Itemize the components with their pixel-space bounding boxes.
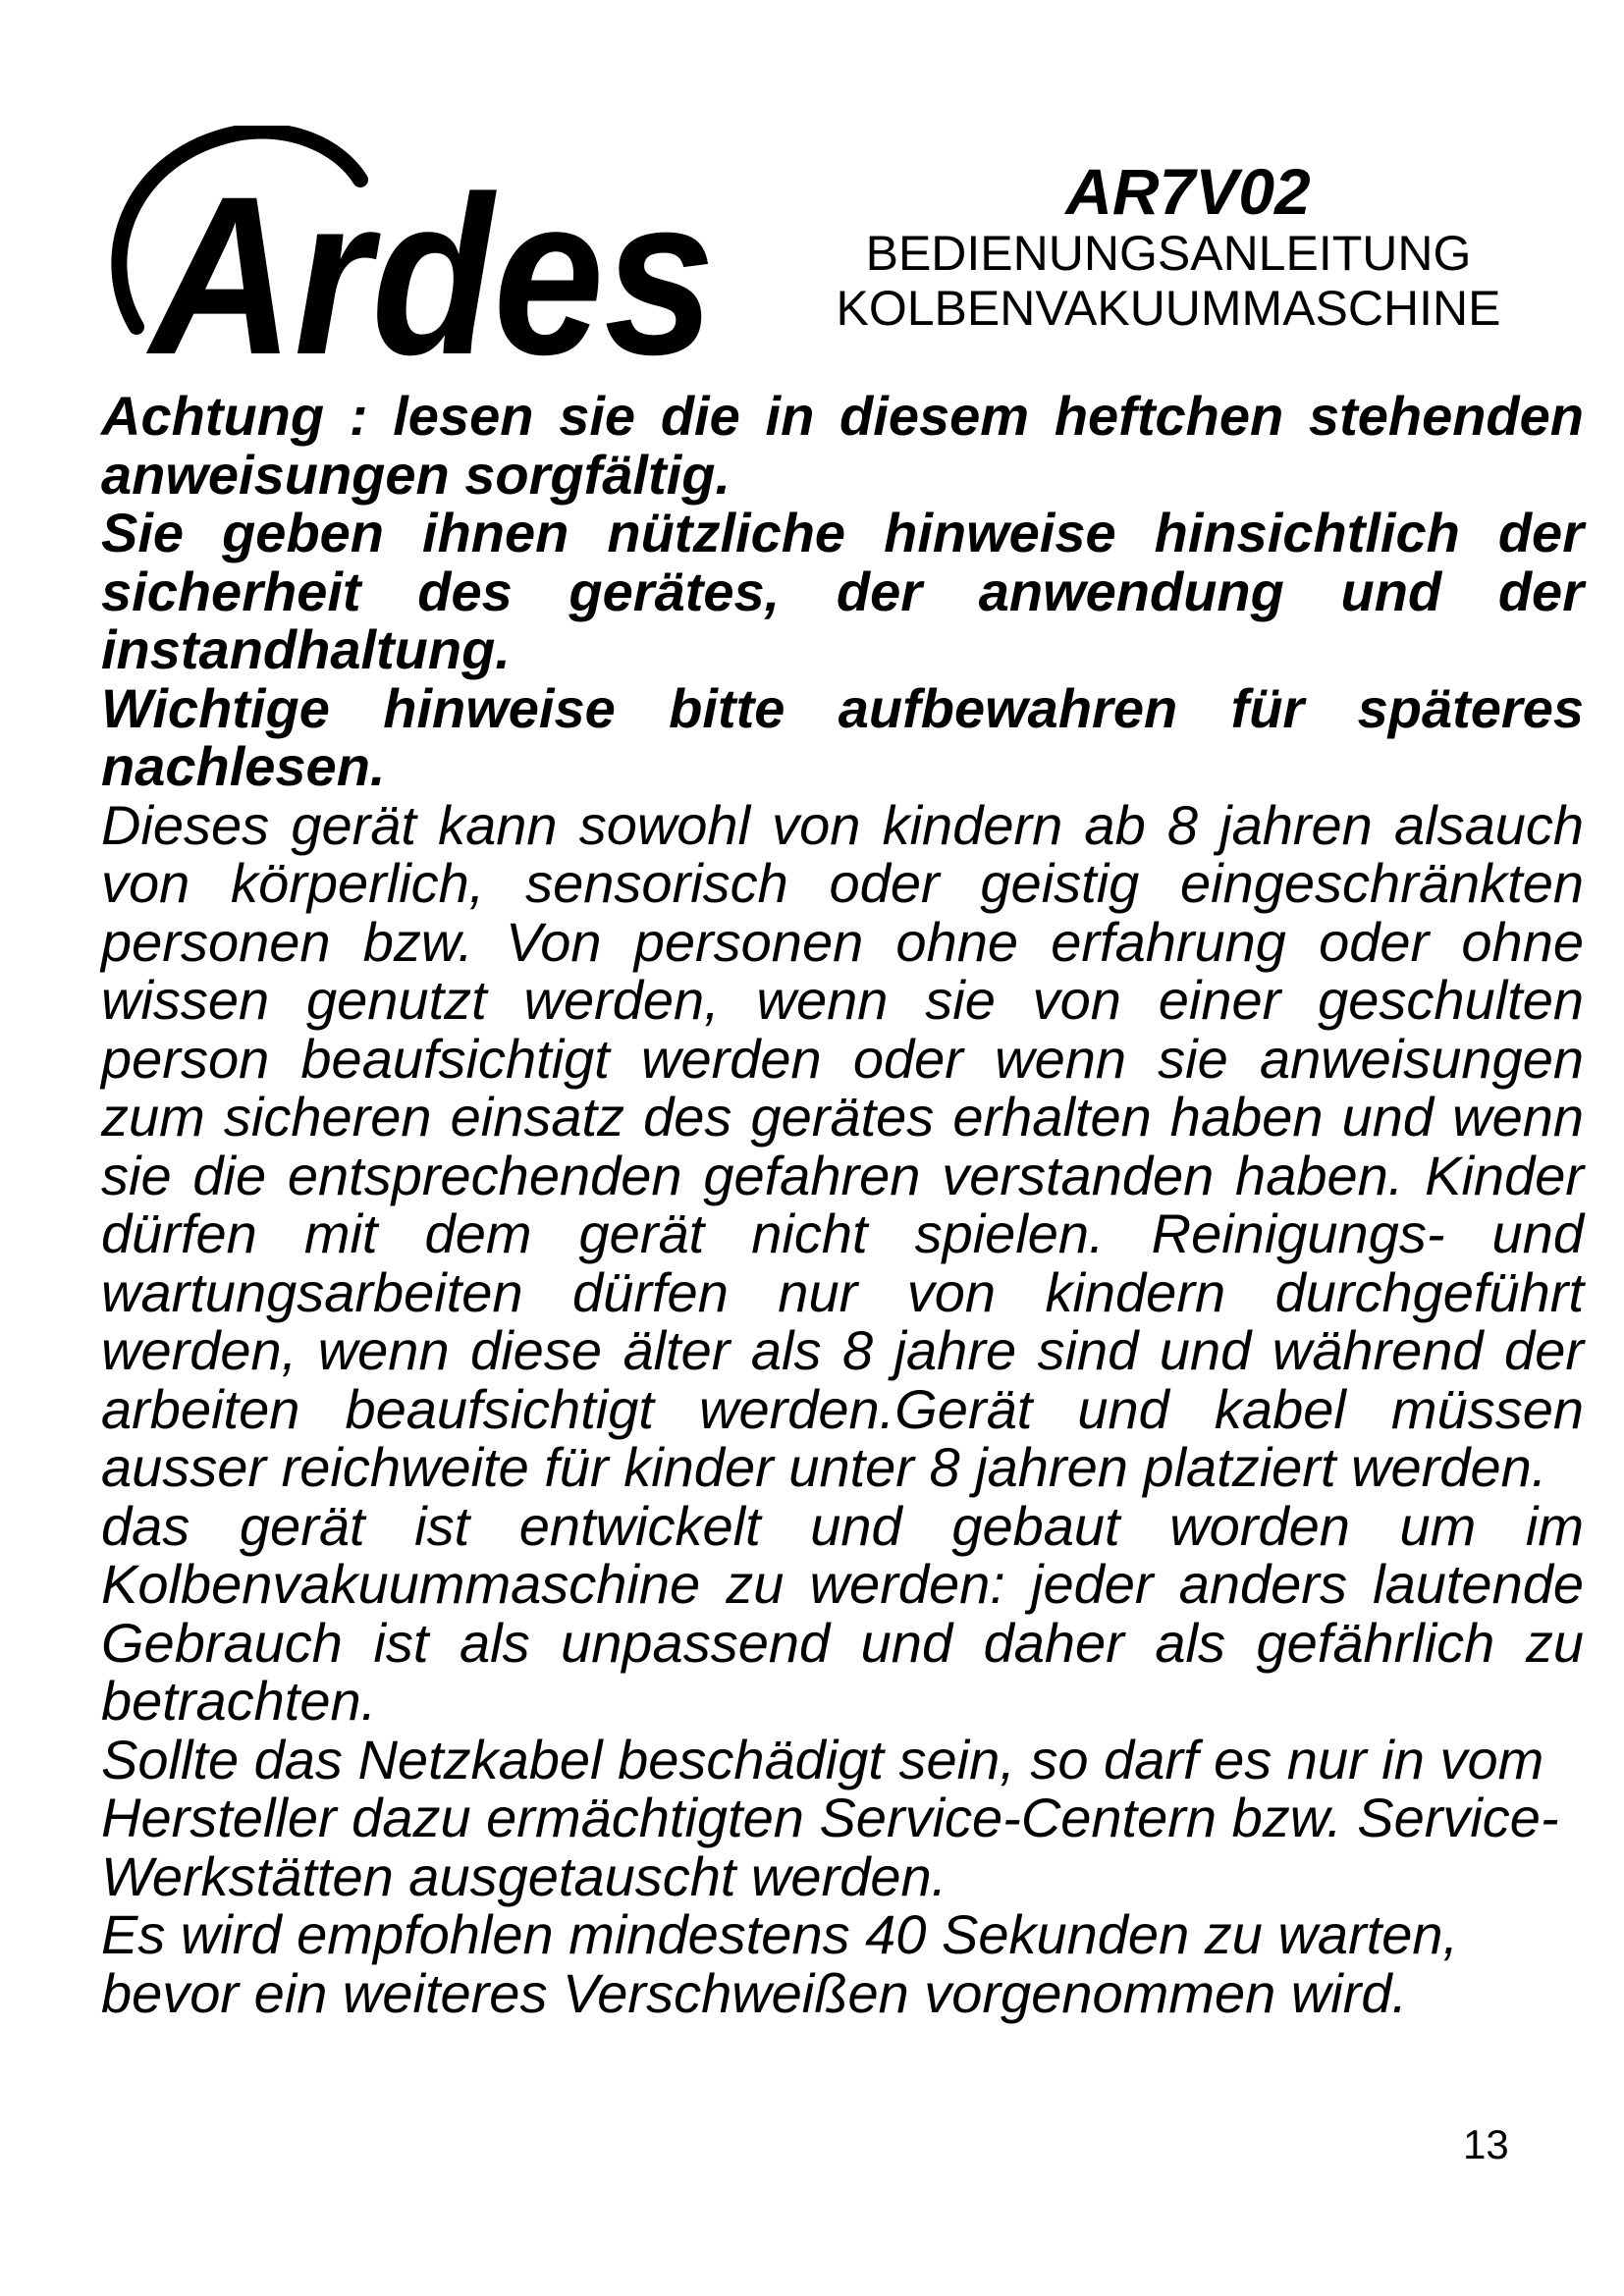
product-name: KOLBENVAKUUMMASCHINE xyxy=(836,281,1501,336)
document-header xyxy=(785,157,1551,336)
attention-warning: Achtung : lesen sie die in diesem heftchen stehenden anweisungen sorgfältig. xyxy=(101,385,1584,506)
page-number: 13 xyxy=(1463,2121,1509,2167)
children-safety-paragraph: Dieses gerät kann sowohl von kindern ab 8 jahren alsauch von körperlich, sensorisch oder geistig eingeschränkten personen bzw. Von personen ohne erfahrung oder ohne wissen genutzt werden, wenn sie von einer geschulten person beaufsichtigt werden oder wenn sie anweisungen zum sicheren einsatz des gerätes erhalten haben und wenn sie die entsprechenden gefahren verstanden haben. Kinder dürfen mit dem gerät nicht spielen. Reinigungs- und wartungsarbeiten dürfen nur von kindern durchgeführt werden, wenn diese älter als 8 jahre sind und während der arbeiten beaufsichtigt werden.Gerät und kabel müssen ausser reichweite für kinder unter 8 jahren platziert werden. xyxy=(101,793,1584,1498)
keep-instructions-note: Wichtige hinweise bitte aufbewahren für späteres nachlesen. xyxy=(101,676,1584,797)
ardes-logo xyxy=(103,126,731,371)
intended-use-paragraph: das gerät ist entwickelt und gebaut worden um im Kolbenvakuummaschine zu werden: jeder anders lautende Gebrauch ist als unpassend und daher als gefährlich zu betrachten. xyxy=(101,1494,1584,1732)
usefulness-note: Sie geben ihnen nützliche hinweise hinsichtlich der sicherheit des gerätes, der anwendung und der instandhaltung. xyxy=(101,502,1584,680)
power-cable-paragraph: Sollte das Netzkabel beschädigt sein, so darf es nur in vom Hersteller dazu ermächtigten Service-Centern bzw. Service-Werkstätten ausgetauscht werden. xyxy=(101,1728,1559,1907)
sealing-wait-paragraph: Es wird empfohlen mindestens 40 Sekunden zu warten, bevor ein weiteres Verschweißen vorgenommen wird. xyxy=(101,1903,1459,2024)
manual-content xyxy=(101,387,1584,2022)
model-number: AR7V02 xyxy=(1065,155,1311,228)
manual-type: BEDIENUNGSANLEITUNG xyxy=(865,226,1472,281)
logo-text: Ardes xyxy=(145,149,715,371)
